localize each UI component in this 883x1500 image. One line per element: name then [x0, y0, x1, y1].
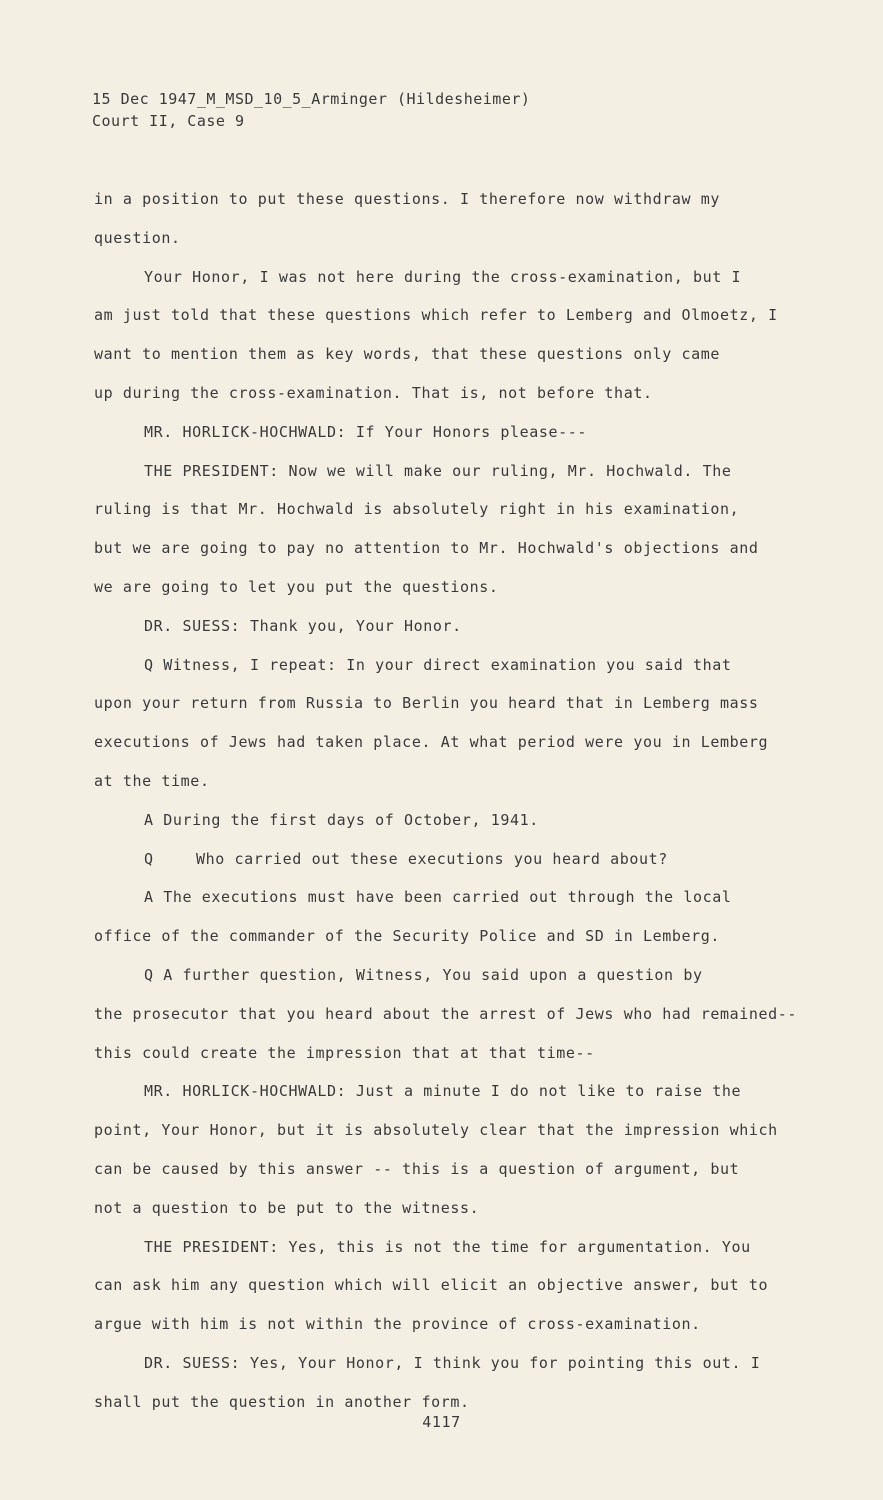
transcript-line: executions of Jews had taken place. At what period were you in Lemberg [94, 733, 769, 752]
transcript-line [94, 840, 794, 879]
transcript-line: Q Witness, I repeat: In your direct examination you said that [144, 655, 732, 674]
transcript-line: upon your return from Russia to Berlin you heard that in Lemberg mass [94, 694, 759, 713]
transcript-line: DR. SUESS: Yes, Your Honor, I think you for pointing this out. I [144, 1353, 761, 1372]
transcript-body [94, 180, 798, 1422]
transcript-line: can be caused by this answer -- this is a question of argument, but [94, 1159, 740, 1178]
transcript-line: office of the commander of the Security Police and SD in Lemberg. [94, 927, 720, 946]
transcript-line: not a question to be put to the witness. [94, 1198, 480, 1217]
transcript-line: MR. HORLICK-HOCHWALD: Just a minute I do not like to raise the [144, 1082, 742, 1101]
transcript-line: the prosecutor that you heard about the arrest of Jews who had remained-- [94, 1004, 798, 1023]
transcript-line: A During the first days of October, 1941. [144, 810, 539, 829]
transcript-line: am just told that these questions which refer to Lemberg and Olmoetz, I [94, 306, 778, 325]
page-number: 4117 [422, 1413, 461, 1431]
transcript-line: argue with him is not within the province of cross-examination. [94, 1315, 701, 1334]
header-reference: 15 Dec 1947_M_MSD_10_5_Arminger (Hildesheimer) [92, 90, 531, 108]
question-label: Q [144, 849, 154, 868]
transcript-line: this could create the impression that at that time-- [94, 1043, 595, 1062]
transcript-line: MR. HORLICK-HOCHWALD: If Your Honors please--- [144, 422, 588, 441]
transcript-line: want to mention them as key words, that these questions only came [94, 345, 720, 364]
transcript-line: THE PRESIDENT: Now we will make our ruling, Mr. Hochwald. The [144, 461, 732, 480]
transcript-line: can ask him any question which will elicit an objective answer, but to [94, 1276, 769, 1295]
transcript-line: shall put the question in another form. [94, 1392, 470, 1411]
transcript-line: question. [94, 228, 181, 247]
transcript-line: ruling is that Mr. Hochwald is absolutely right in his examination, [94, 500, 740, 519]
transcript-line: but we are going to pay no attention to Mr. Hochwald's objections and [94, 539, 759, 558]
transcript-line: up during the cross-examination. That is, not before that. [94, 383, 653, 402]
question-text: Who carried out these executions you heard about? [196, 849, 668, 868]
transcript-line: we are going to let you put the questions. [94, 577, 499, 596]
transcript-line: THE PRESIDENT: Yes, this is not the time for argumentation. You [144, 1237, 751, 1256]
header-court: Court II, Case 9 [92, 112, 245, 130]
transcript-line: A The executions must have been carried out through the local [144, 888, 732, 907]
transcript-line: Your Honor, I was not here during the cross-examination, but I [144, 267, 742, 286]
transcript-line: DR. SUESS: Thank you, Your Honor. [144, 616, 462, 635]
transcript-line: Q A further question, Witness, You said upon a question by [144, 965, 703, 984]
document-header [92, 88, 530, 132]
transcript-line: point, Your Honor, but it is absolutely clear that the impression which [94, 1121, 778, 1140]
transcript-line: in a position to put these questions. I therefore now withdraw my [94, 190, 720, 208]
transcript-line: at the time. [94, 771, 210, 790]
